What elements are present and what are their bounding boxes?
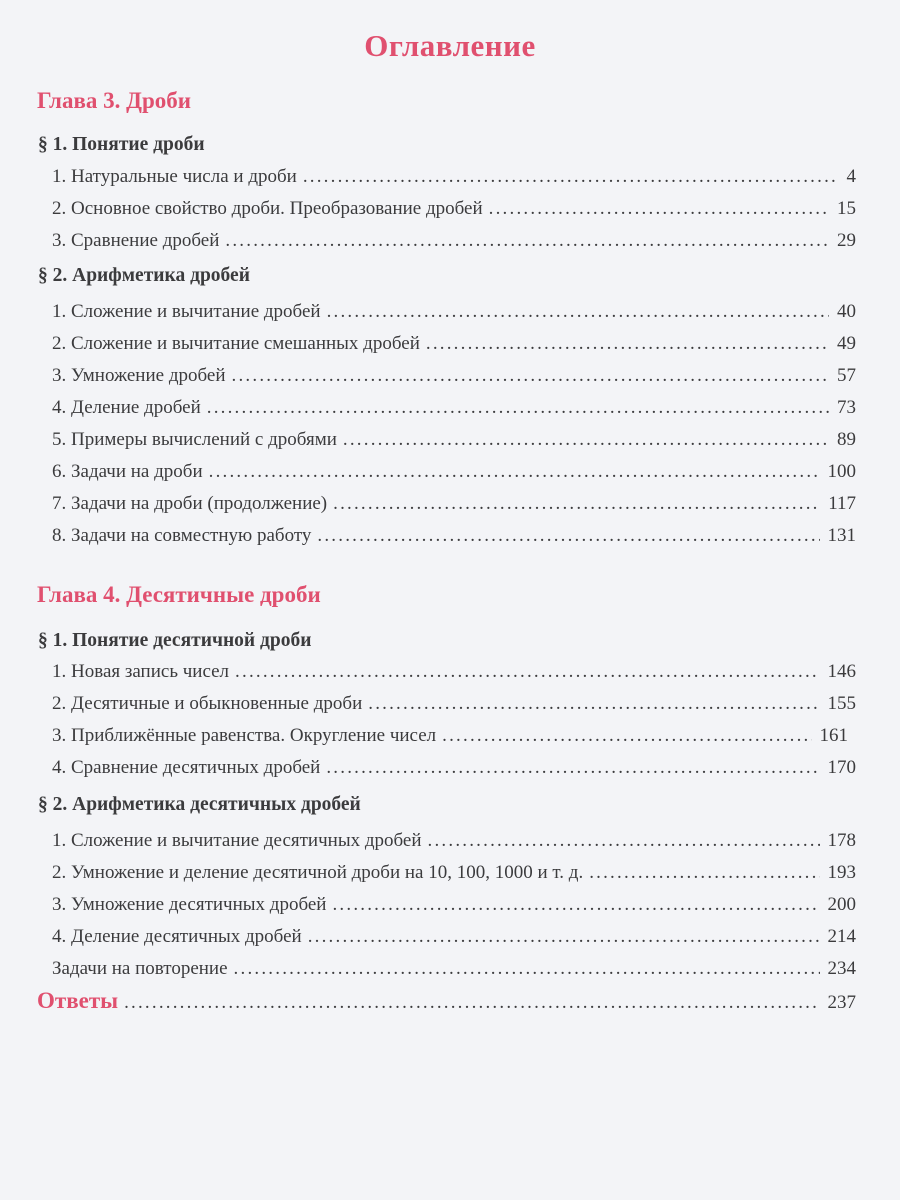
toc-entry[interactable]	[52, 333, 856, 355]
page-number: 155	[827, 693, 856, 714]
page-number: 15	[837, 198, 856, 219]
entry-label: 1. Натуральные числа и дроби	[52, 166, 297, 187]
page-number: 4	[846, 166, 856, 187]
toc-entry[interactable]	[52, 493, 856, 515]
entry-label: 4. Сравнение десятичных дробей	[52, 757, 321, 778]
entry-label: Задачи на повторение	[52, 958, 228, 979]
toc-entry[interactable]	[52, 894, 856, 916]
entry-label: 4. Деление дробей	[52, 397, 201, 418]
dot-leader	[442, 725, 811, 747]
toc-entry[interactable]	[52, 958, 856, 980]
entry-label: 4. Деление десятичных дробей	[52, 926, 302, 947]
dot-leader	[317, 525, 819, 547]
page-number: 57	[837, 365, 856, 386]
page-number: 40	[837, 301, 856, 322]
page-number: 214	[827, 926, 856, 947]
toc-entry-answers[interactable]	[37, 988, 856, 1014]
dot-leader	[333, 493, 820, 515]
toc-entry[interactable]	[52, 830, 856, 852]
dot-leader	[426, 333, 829, 355]
toc-entry[interactable]	[52, 397, 856, 419]
toc-entry[interactable]	[52, 525, 856, 547]
dot-leader	[343, 429, 829, 451]
page-number: 193	[827, 862, 856, 883]
page-number: 170	[827, 757, 856, 778]
dot-leader	[209, 461, 820, 483]
entry-label: 3. Умножение десятичных дробей	[52, 894, 327, 915]
page-number: 234	[827, 958, 856, 979]
page-number: 200	[827, 894, 856, 915]
entry-label: 8. Задачи на совместную работу	[52, 525, 312, 546]
entry-label: 5. Примеры вычислений с дробями	[52, 429, 337, 450]
dot-leader	[207, 397, 829, 419]
toc-entry[interactable]	[52, 198, 856, 220]
dot-leader	[124, 992, 819, 1014]
entry-label: 1. Сложение и вычитание дробей	[52, 301, 321, 322]
page-number: 29	[837, 230, 856, 251]
chapter-heading: Глава 4. Десятичные дроби	[37, 582, 321, 607]
toc-entry[interactable]	[52, 862, 856, 884]
toc-entry[interactable]	[52, 693, 856, 715]
dot-leader	[303, 166, 839, 188]
page-number: 89	[837, 429, 856, 450]
entry-label: 2. Десятичные и обыкновенные дроби	[52, 693, 363, 714]
toc-entry[interactable]	[52, 461, 856, 483]
toc-entry[interactable]	[52, 725, 848, 747]
page-number: 178	[827, 830, 856, 851]
toc-entry[interactable]	[52, 661, 856, 683]
page-number: 117	[828, 493, 856, 514]
entry-label: 3. Сравнение дробей	[52, 230, 220, 251]
toc-entry[interactable]	[52, 230, 856, 252]
dot-leader	[327, 301, 829, 323]
dot-leader	[428, 830, 820, 852]
toc-entry[interactable]	[52, 365, 856, 387]
entry-label: 2. Умножение и деление десятичной дроби на 10, 100, 1000 и т. д.	[52, 862, 584, 883]
section-heading: § 1. Понятие дроби	[38, 134, 205, 155]
chapter-heading: Глава 3. Дроби	[37, 88, 191, 113]
page-number: 131	[827, 525, 856, 546]
dot-leader	[332, 894, 819, 916]
entry-label: 3. Умножение дробей	[52, 365, 226, 386]
section-heading: § 2. Арифметика дробей	[38, 265, 250, 286]
entry-label: 2. Сложение и вычитание смешанных дробей	[52, 333, 420, 354]
entry-label: 2. Основное свойство дроби. Преобразование дробей	[52, 198, 483, 219]
dot-leader	[234, 958, 820, 980]
toc-entry[interactable]	[52, 926, 856, 948]
dot-leader	[225, 230, 829, 252]
entry-label: 1. Сложение и вычитание десятичных дробей	[52, 830, 422, 851]
dot-leader	[232, 365, 829, 387]
toc-entry[interactable]	[52, 301, 856, 323]
entry-label: 6. Задачи на дроби	[52, 461, 203, 482]
toc-entry[interactable]	[52, 429, 856, 451]
section-heading: § 2. Арифметика десятичных дробей	[38, 794, 361, 815]
page-number: 146	[827, 661, 856, 682]
toc-entry[interactable]	[52, 757, 856, 779]
dot-leader	[368, 693, 819, 715]
entry-label: 3. Приближённые равенства. Округление чисел	[52, 725, 437, 746]
page-number: 237	[827, 992, 856, 1013]
entry-label: 7. Задачи на дроби (продолжение)	[52, 493, 328, 514]
dot-leader	[326, 757, 819, 779]
page-title: Оглавление	[364, 28, 536, 63]
dot-leader	[235, 661, 819, 683]
entry-label: 1. Новая запись чисел	[52, 661, 230, 682]
section-heading: § 1. Понятие десятичной дроби	[38, 630, 312, 651]
entry-label: Ответы	[37, 988, 119, 1013]
dot-leader	[489, 198, 829, 220]
dot-leader	[589, 862, 819, 884]
page-number: 100	[827, 461, 856, 482]
page-number: 49	[837, 333, 856, 354]
page-number: 73	[837, 397, 856, 418]
toc-entry[interactable]	[52, 166, 856, 188]
page-number: 161	[819, 725, 848, 746]
dot-leader	[308, 926, 820, 948]
